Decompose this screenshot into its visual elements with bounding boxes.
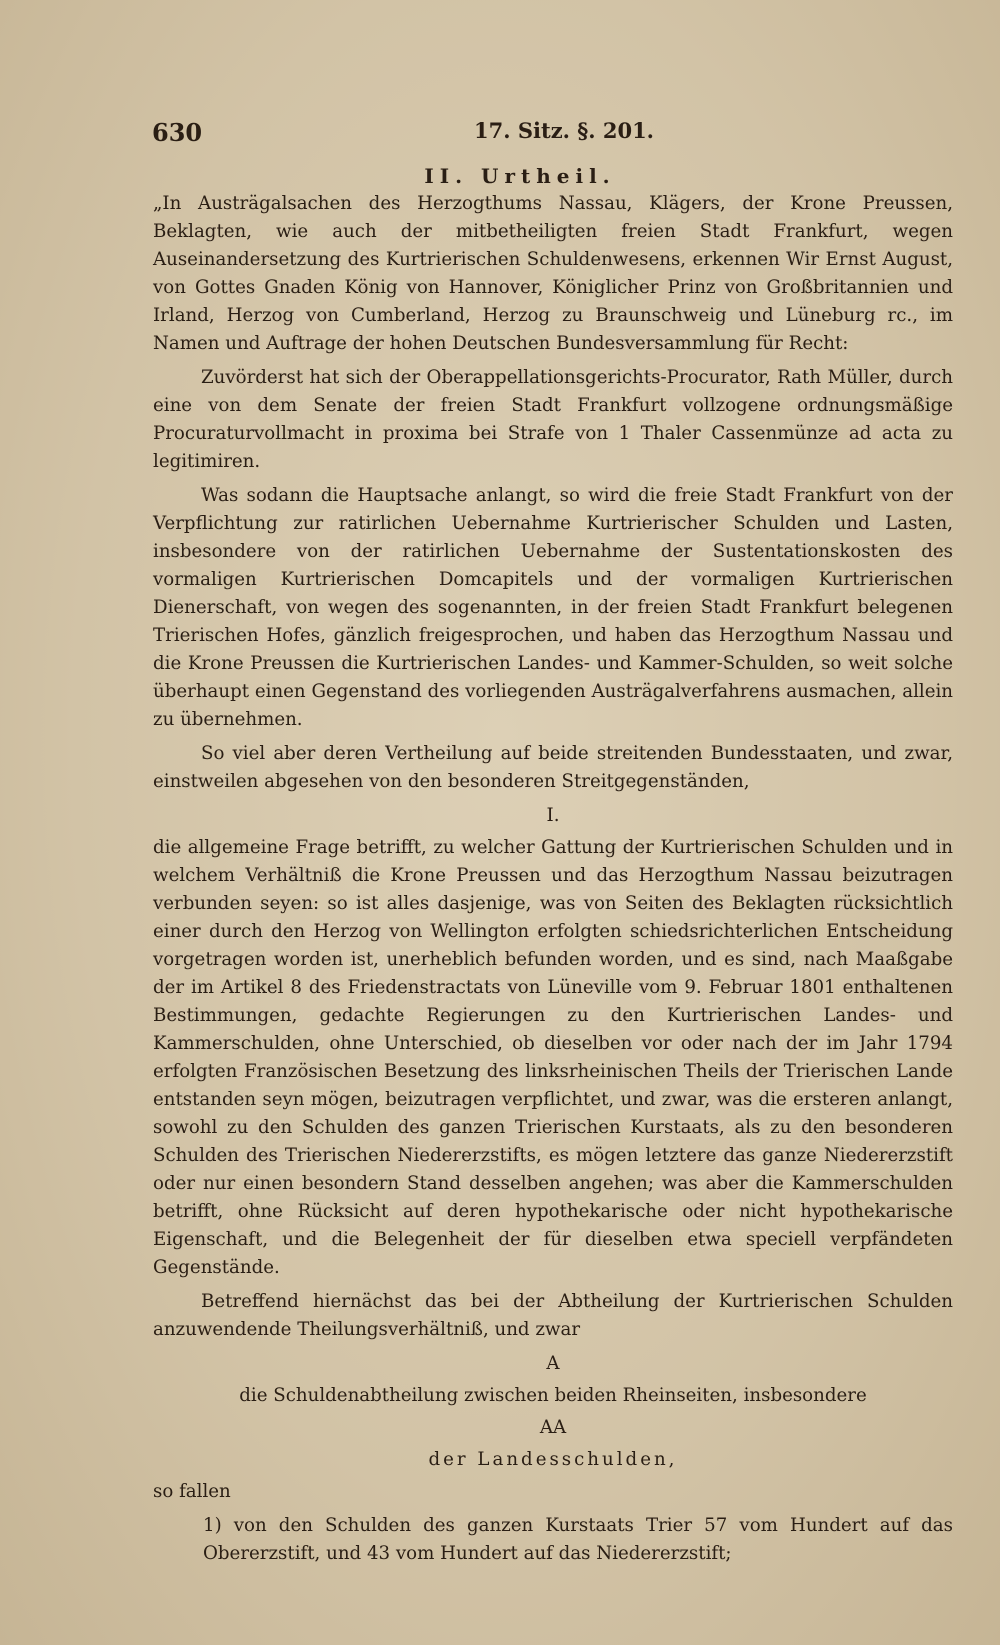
page-number: 630 — [152, 118, 203, 147]
page-header — [152, 118, 654, 150]
paragraph-3: Was sodann die Hauptsache anlangt, so wird die freie Stadt Frankfurt von der Verpflichtung zur ratirlichen Uebernahme Kurtrierischer Schulden und Lasten, insbesondere von der ratirlichen Uebernahme der Sustentationskosten des vormaligen Kurtrierischen Domcapitels und der vormaligen Kurtrierischen Dienerschaft, von wegen des sogenannten, in der freien Stadt Frankfurt belegenen Trierischen Hofes, gänzlich freigesprochen, und haben das Herzogthum Nassau und die Krone Preussen die Kurtrierischen Landes- und Kammer-Schulden, so weit solche überhaupt einen Gegenstand des vorliegenden Austrägalverfahrens ausmachen, allein zu übernehmen. — [153, 485, 953, 730]
line-a: die Schuldenabtheilung zwischen beiden Rheinseiten, insbesondere — [239, 1385, 867, 1406]
marker-aa: AA — [539, 1417, 567, 1438]
document-body — [153, 190, 953, 1568]
section-heading: II. Urtheil. — [424, 164, 616, 188]
paragraph-4: So viel aber deren Vertheilung auf beide streitenden Bundesstaaten, und zwar, einstweilen abgesehen von den besonderen Streitgegenständen, — [153, 743, 953, 792]
list-item-1: 1) von den Schulden des ganzen Kurstaats Trier 57 vom Hundert auf das Obererzstift, und 43 vom Hundert auf das Niedererzstift; — [203, 1515, 953, 1564]
line-aa: der Landesschulden, — [428, 1449, 678, 1470]
paragraph-1: „In Austrägalsachen des Herzogthums Nassau, Klägers, der Krone Preussen, Beklagten, wie auch der mitbetheiligten freien Stadt Frankfurt, wegen Auseinandersetzung des Kurtrierischen Schuldenwesens, erkennen Wir Ernst August, von Gottes Gnaden König von Hannover, Königlicher Prinz von Großbritannien und Irland, Herzog von Cumberland, Herzog zu Braunschweig und Lüneburg rc., im Namen und Auftrage der hohen Deutschen Bundesversammlung für Recht: — [153, 193, 953, 354]
paragraph-2: Zuvörderst hat sich der Oberappellationsgerichts-Procurator, Rath Müller, durch eine von dem Senate der freien Stadt Frankfurt vollzogene ordnungsmäßige Procuraturvollmacht in proxima bei Strafe von 1 Thaler Cassenmünze ad acta zu legitimiren. — [153, 367, 953, 472]
marker-a: A — [546, 1353, 560, 1374]
paragraph-5: die allgemeine Frage betrifft, zu welcher Gattung der Kurtrierischen Schulden und in welchem Verhältniß die Krone Preussen und das Herzogthum Nassau beizutragen verbunden seyen: so ist alles dasjenige, was von Seiten des Beklagten rücksichtlich einer durch den Herzog von Wellington erfolgten schiedsrichterlichen Entscheidung vorgetragen worden ist, unerheblich befunden worden, und es sind, nach Maaßgabe der im Artikel 8 des Friedenstractats von Lüneville vom 9. Februar 1801 enthaltenen Bestimmungen, gedachte Regierungen zu den Kurtrierischen Landes- und Kammerschulden, ohne Unterschied, ob dieselben vor oder nach der im Jahr 1794 erfolgten Französischen Besetzung des linksrheinischen Theils der Trierischen Lande entstanden seyn mögen, beizutragen verpflichtet, und zwar, was die ersteren anlangt, sowohl zu den Schulden des ganzen Trierischen Kurstaats, als zu den besonderen Schulden des Trierischen Niedererzstifts, es mögen letztere das ganze Niedererzstift oder nur einen besondern Stand desselben angehen; was aber die Kammerschulden betrifft, ohne Rücksicht auf deren hypothekarische oder nicht hypothekarische Eigenschaft, und die Belegenheit der für dieselben etwa speciell verpfändeten Gegenstände. — [153, 837, 953, 1278]
running-head: 17. Sitz. §. 201. — [474, 118, 654, 143]
paragraph-6: Betreffend hiernächst das bei der Abtheilung der Kurtrierischen Schulden anzuwendende Theilungsverhältniß, und zwar — [153, 1291, 953, 1340]
marker-roman-1: I. — [546, 805, 560, 826]
so-fallen: so fallen — [153, 1481, 231, 1502]
